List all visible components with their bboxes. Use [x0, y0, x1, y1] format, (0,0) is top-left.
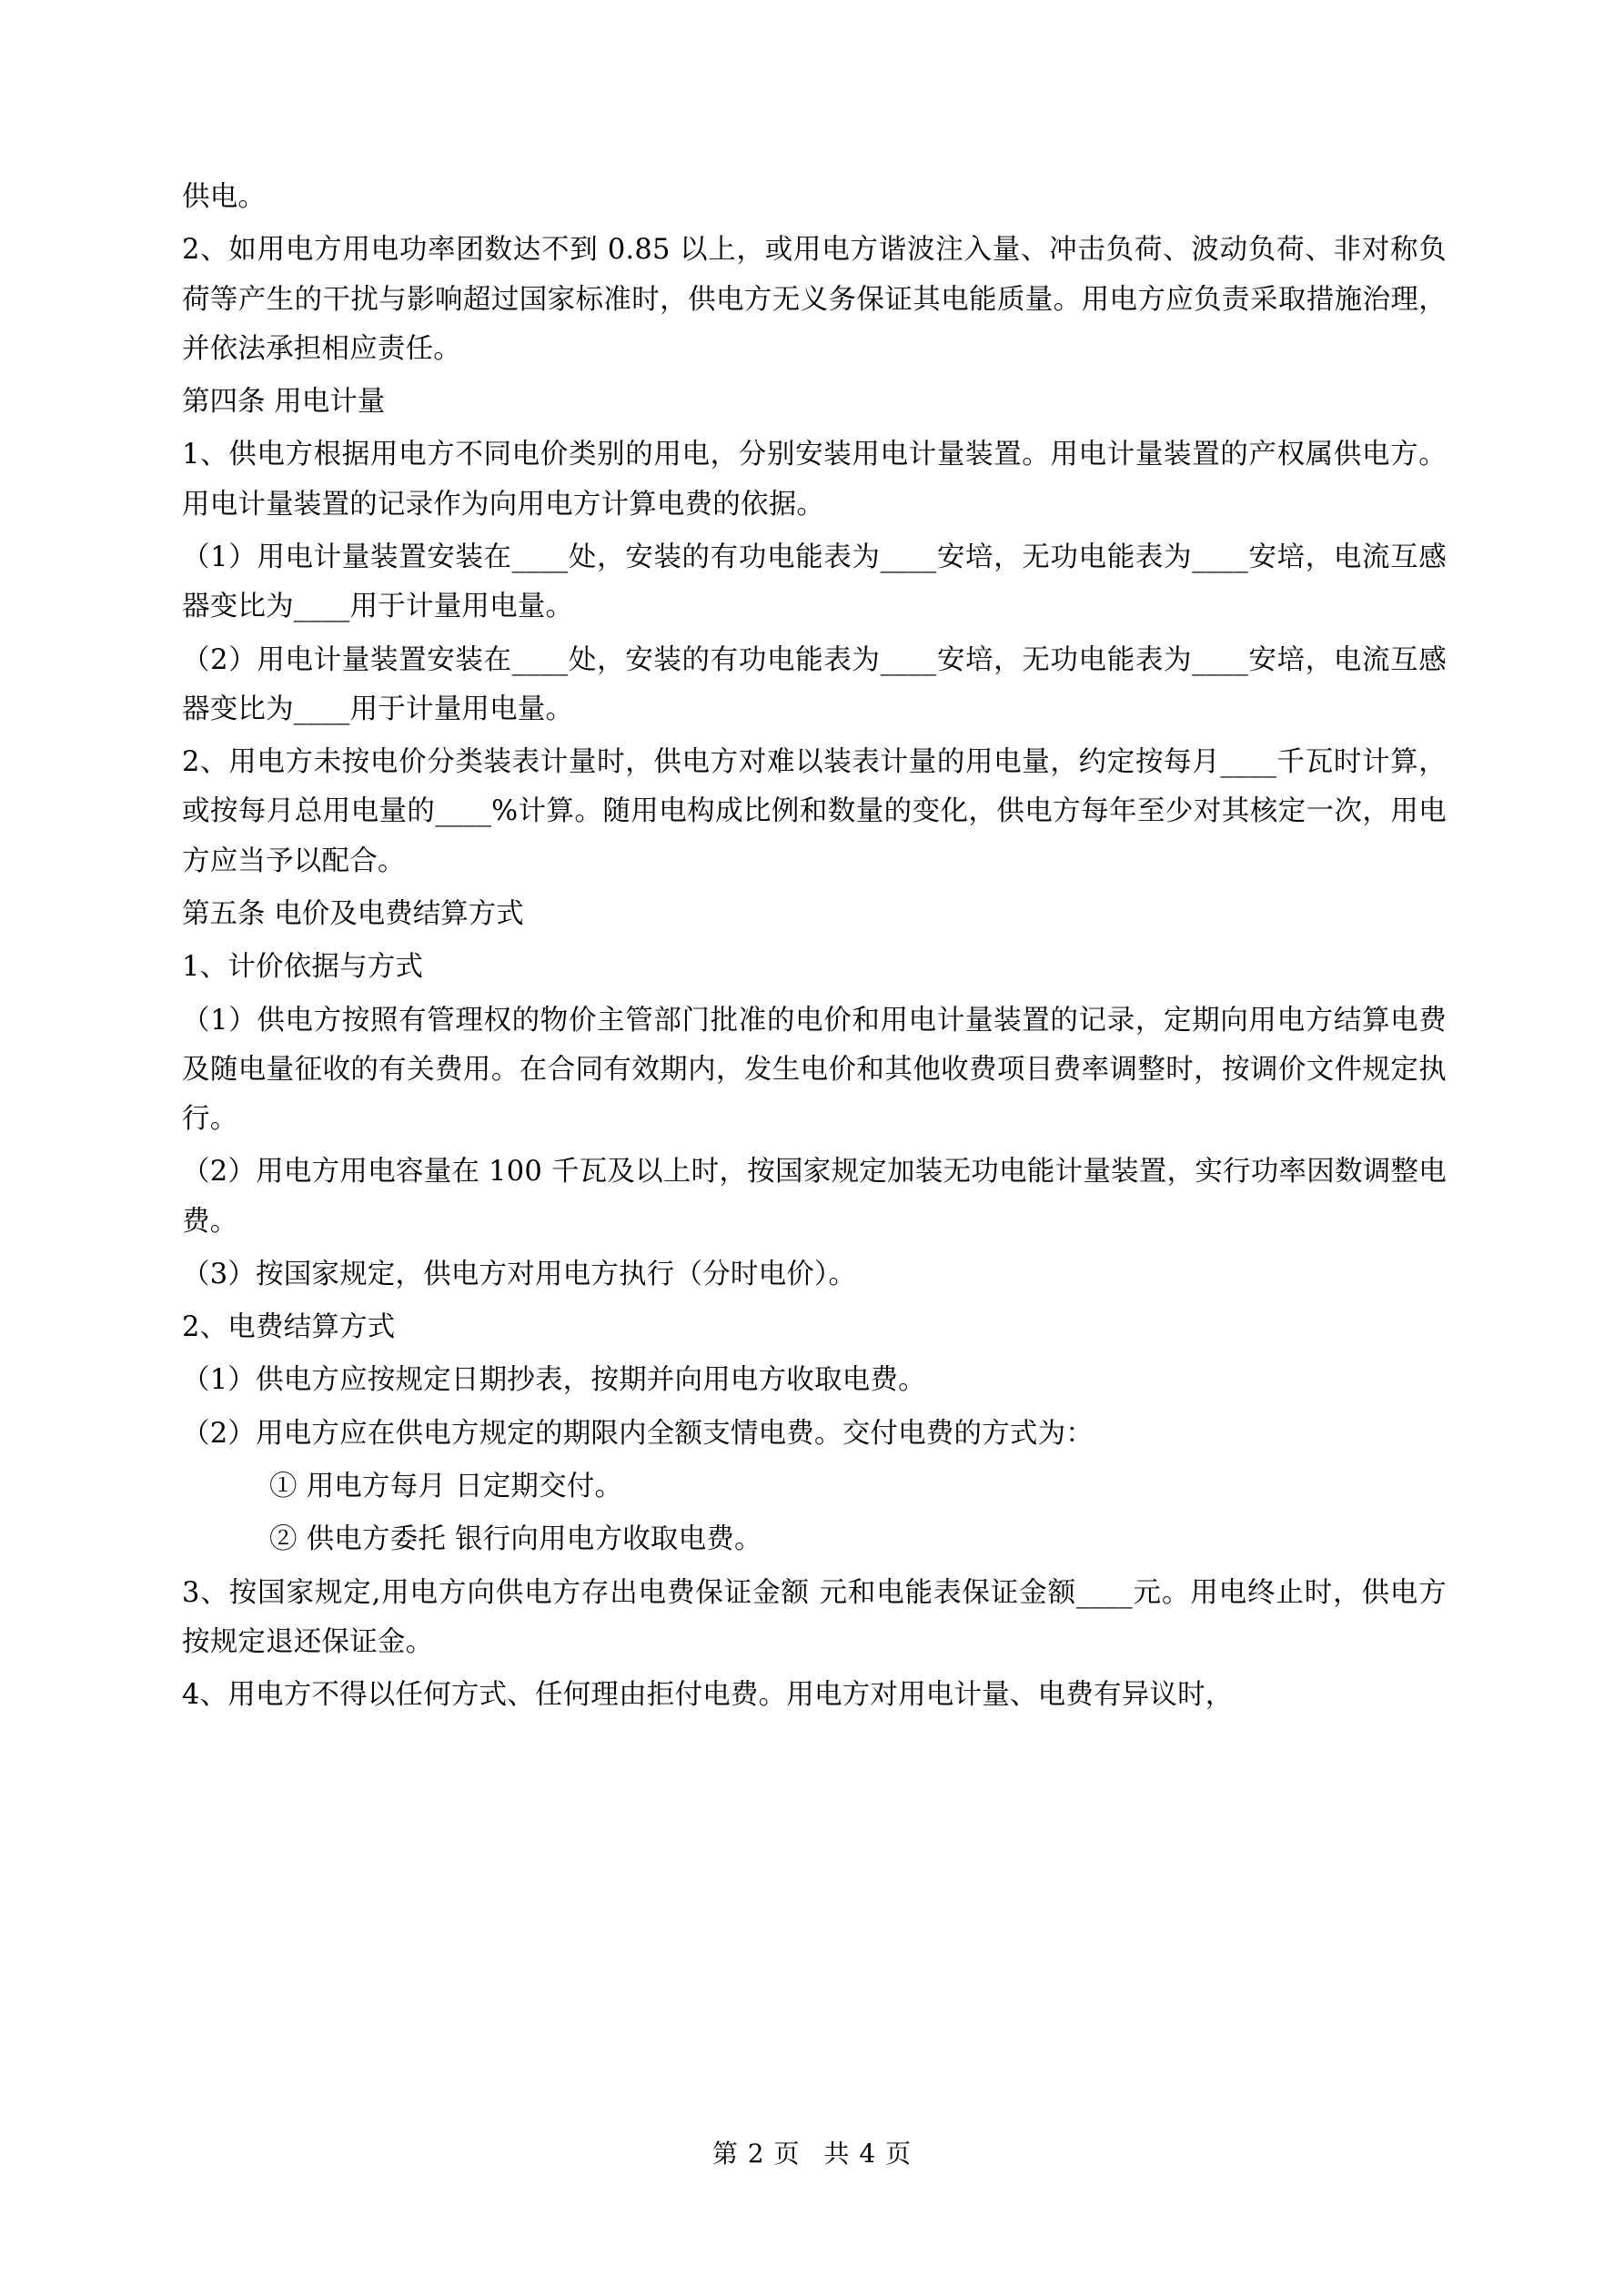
- paragraph: 2、电费结算方式: [182, 1311, 396, 1344]
- section-heading-5: 第五条 电价及电费结算方式: [182, 897, 524, 930]
- paragraph: 1、计价依据与方式: [182, 951, 424, 984]
- footer-total-pages: 共 4 页: [823, 2139, 913, 2169]
- page-footer: [0, 2134, 1624, 2170]
- paragraph: 供电。: [182, 181, 267, 213]
- paragraph: ① 用电方每月 日定期交付。: [269, 1471, 623, 1503]
- paragraph: （2）用电计量装置安装在____处，安装的有功电能表为____安培，无功电能表为____安培，电流互感器变比为____用于计量用电量。: [182, 643, 1447, 725]
- paragraph: 4、用电方不得以任何方式、任何理由拒付电费。用电方对用电计量、电费有异议时，: [182, 1679, 1234, 1712]
- paragraph: （1）用电计量装置安装在____处，安装的有功电能表为____安培，无功电能表为____安培，电流互感器变比为____用于计量用电量。: [182, 541, 1447, 623]
- paragraph: （2）用电方应在供电方规定的期限内全额支情电费。交付电费的方式为：: [182, 1417, 1094, 1450]
- section-heading-4: 第四条 用电计量: [182, 386, 386, 419]
- footer-page-number: 第 2 页: [711, 2139, 801, 2169]
- paragraph: 1、供电方根据用电方不同电价类别的用电，分别安装用电计量装置。用电计量装置的产权属供电方。用电计量装置的记录作为向用电方计算电费的依据。: [182, 439, 1447, 521]
- paragraph: ② 供电方委托 银行向用电方收取电费。: [269, 1523, 762, 1556]
- paragraph: （1）供电方按照有管理权的物价主管部门批准的电价和用电计量装置的记录，定期向用电方结算电费及随电量征收的有关费用。在合同有效期内，发生电价和其他收费项目费率调整时，按调价文件规定执行。: [182, 1004, 1447, 1136]
- document-body: [182, 173, 1447, 1724]
- paragraph: 3、按国家规定,用电方向供电方存出电费保证金额 元和电能表保证金额____元。用电终止时，供电方按规定退还保证金。: [182, 1576, 1447, 1658]
- paragraph: （2）用电方用电容量在 100 千瓦及以上时，按国家规定加装无功电能计量装置，实行功率因数调整电费。: [182, 1156, 1447, 1238]
- paragraph: 2、用电方未按电价分类装表计量时，供电方对难以装表计量的用电量，约定按每月____千瓦时计算，或按每月总用电量的____%计算。随用电构成比例和数量的变化，供电方每年至少对其核定一次，用电方应当予以配合。: [182, 746, 1447, 877]
- paragraph: 2、如用电方用电功率团数达不到 0.85 以上，或用电方谐波注入量、冲击负荷、波动负荷、非对称负荷等产生的干扰与影响超过国家标准时，供电方无义务保证其电能质量。用电方应负责采取措施治理，并依法承担相应责任。: [182, 234, 1447, 365]
- paragraph: （3）按国家规定，供电方对用电方执行（分时电价）。: [182, 1258, 857, 1290]
- paragraph: （1）供电方应按规定日期抄表，按期并向用电方收取电费。: [182, 1364, 926, 1397]
